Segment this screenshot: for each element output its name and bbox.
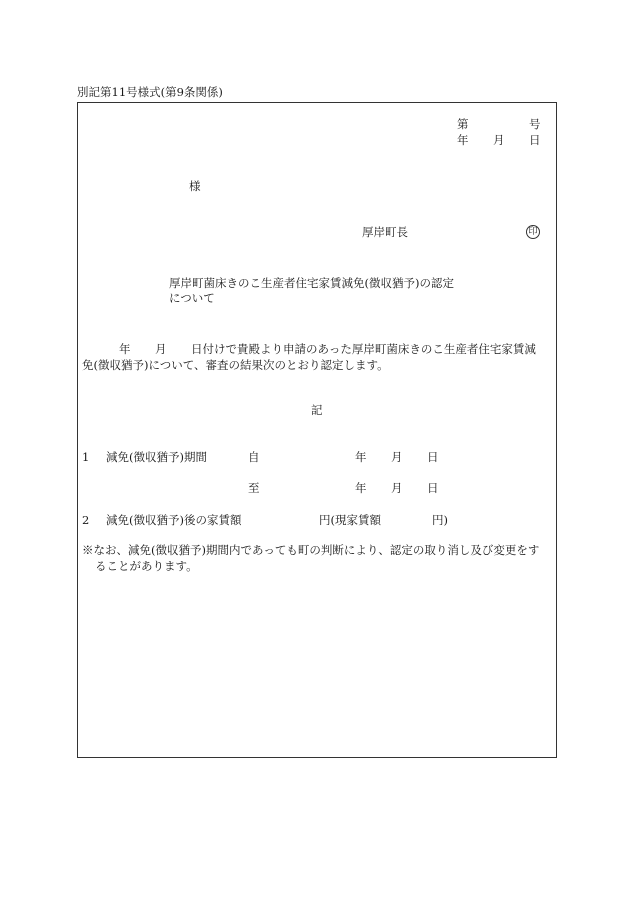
number-prefix: 第: [457, 117, 469, 131]
item2-label: 減免(徴収猶予)後の家賃額: [106, 513, 242, 527]
date-day: 日: [529, 133, 541, 147]
item1-to-month: 月: [391, 481, 403, 495]
date-month: 月: [493, 133, 505, 147]
subject-line-2: について: [169, 291, 215, 305]
number-suffix: 号: [529, 117, 541, 131]
body-line-1: 日付けで貴殿より申請のあった厚岸町菌床きのこ生産者住宅家賃減: [191, 342, 536, 356]
body-year: 年: [119, 342, 131, 356]
addressee-suffix: 様: [189, 179, 201, 193]
form-label: 別記第11号様式(第9条関係): [77, 85, 223, 99]
item2-yen-open: 円(現家賃額: [319, 513, 381, 527]
item1-to-day: 日: [427, 481, 439, 495]
item1-from-day: 日: [427, 450, 439, 464]
subject-line-1: 厚岸町菌床きのこ生産者住宅家賃減免(徴収猶予)の認定: [169, 276, 454, 290]
document-frame: [77, 102, 557, 758]
seal-mark: 印: [526, 225, 540, 239]
note-line-2: ることがあります。: [95, 559, 198, 573]
item1-from-year: 年: [355, 450, 367, 464]
ki-heading: 記: [311, 403, 323, 417]
body-line-2: 免(徴収猶予)について、審査の結果次のとおり認定します。: [82, 358, 389, 372]
note-line-1: ※なお、減免(徴収猶予)期間内であっても町の判断により、認定の取り消し及び変更をす: [82, 543, 540, 557]
issuer-title: 厚岸町長: [362, 225, 408, 239]
date-year: 年: [457, 133, 469, 147]
item2-yen-close: 円): [432, 513, 448, 527]
item1-from: 自: [248, 450, 260, 464]
item1-label: 減免(徴収猶予)期間: [106, 450, 207, 464]
item1-to-year: 年: [355, 481, 367, 495]
item2-number: 2: [82, 513, 90, 527]
body-month: 月: [155, 342, 167, 356]
item1-from-month: 月: [391, 450, 403, 464]
item1-to: 至: [248, 481, 260, 495]
item1-number: 1: [82, 450, 90, 464]
